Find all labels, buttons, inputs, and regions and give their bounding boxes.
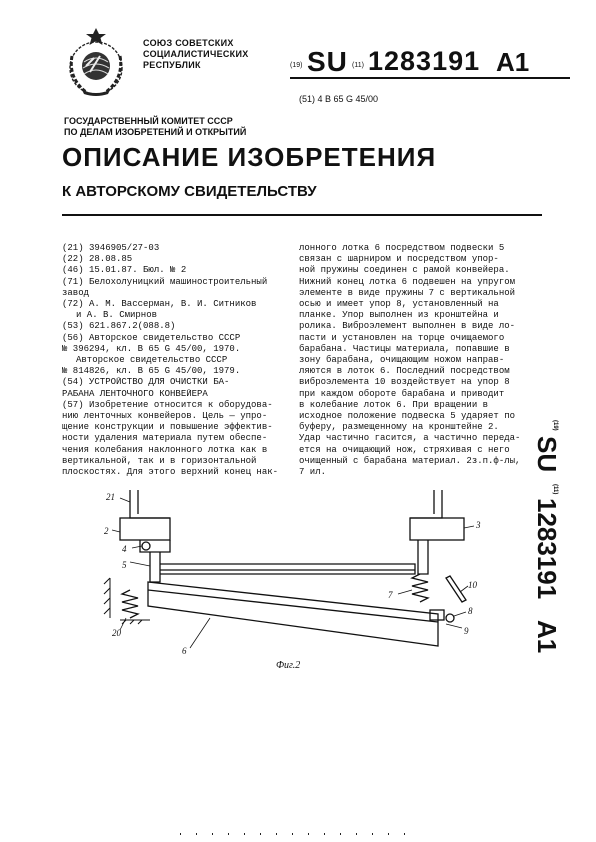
abstract-line: зону барабана, очищающим ножом направ-: [299, 355, 505, 366]
committee-name: [64, 116, 246, 138]
abstract-line: вертикальной, так и в горизонтальной: [62, 455, 257, 466]
abstract-line: чения колебания наклонного лотка как в: [62, 444, 268, 455]
biblio-line: (54) УСТРОЙСТВО ДЛЯ ОЧИСТКИ БА-: [62, 377, 230, 388]
biblio-line: Авторское свидетельство СССР: [76, 355, 228, 366]
abstract-line: ролика. Виброэлемент выполнен в виде ло-: [299, 321, 516, 332]
abstract-line: 7 ил.: [299, 467, 327, 478]
abstract-column: [299, 243, 527, 478]
figure-label-8: 8: [468, 606, 473, 616]
biblio-line: РАБАНА ЛЕНТОЧНОГО КОНВЕЙЕРА: [62, 388, 208, 399]
figure-caption: Фиг.2: [276, 660, 301, 671]
figure-label-3: 3: [476, 520, 481, 530]
biblio-line: (71) Белохолуницкий машиностроительный: [62, 276, 268, 287]
biblio-line: (72) А. М. Вассерман, В. И. Ситников: [62, 299, 257, 310]
figure-label-6: 6: [182, 646, 187, 656]
abstract-line: щение конструкции и повышение эффектив-: [62, 422, 273, 433]
abstract-line: барабана. Частицы материала, попавшие в: [299, 343, 510, 354]
abstract-line: буферу, размещенному на кронштейне 2.: [299, 422, 499, 433]
abstract-line: Нижний конец лотка 6 подвешен на упругом: [299, 276, 516, 287]
patent-number-block: [290, 46, 580, 78]
abstract-line: связан с шарниром и посредством упор-: [299, 254, 499, 265]
abstract-line: ной пружины соединен с рамой конвейера.: [299, 265, 510, 276]
document-kind: A1: [496, 47, 530, 77]
abstract-line: нию ленточных конвейеров. Цель — упро-: [62, 411, 268, 422]
biblio-line: (56) Авторское свидетельство СССР: [62, 332, 241, 343]
ipc-class: (51) 4 В 65 G 45/00: [299, 94, 379, 104]
committee-line: ГОСУДАРСТВЕННЫЙ КОМИТЕТ СССР: [64, 116, 233, 126]
abstract-line: плоскостях. Для этого верхний конец нак-: [62, 467, 278, 478]
biblio-line: (22) 28.08.85: [62, 254, 133, 265]
figure-label-10: 10: [468, 580, 477, 590]
abstract-line: очищенный с барабана материал. 2з.п.ф-лы,: [299, 455, 521, 466]
abstract-line: осью и имеет упор 8, установленный на: [299, 299, 499, 310]
side-inid-11: (11): [552, 484, 558, 495]
figure-label-9: 9: [464, 626, 469, 636]
side-country-code: SU: [532, 436, 562, 473]
abstract-line: ности удаления материала путем обеспе-: [62, 433, 268, 444]
biblio-line: завод: [62, 287, 90, 298]
figure-label-4: 4: [122, 544, 127, 554]
side-patent-number-text: 1283191: [532, 498, 562, 600]
inid-11: (11): [352, 62, 364, 69]
scan-artifact-dashes: [180, 833, 420, 835]
figure-label-20: 20: [112, 628, 121, 638]
technical-drawing: [90, 478, 490, 678]
abstract-line: элементе в виде пружины 7 с вертикальной: [299, 287, 516, 298]
org-line: СОЮЗ СОВЕТСКИХ: [143, 38, 234, 48]
country-code: SU: [307, 46, 348, 77]
biblio-line: № 814826, кл. В 65 G 45/00, 1979.: [62, 366, 241, 377]
side-inid-19: (19): [552, 420, 558, 431]
abstract-line: ляются в лоток 6. Последний посредством: [299, 366, 510, 377]
biblio-line: (46) 15.01.87. Бюл. № 2: [62, 265, 187, 276]
underline-rule: [290, 77, 570, 79]
bibliographic-column: [62, 243, 278, 478]
abstract-line: в колебание лоток 6. При вращении в: [299, 399, 489, 410]
abstract-line: при каждом обороте барабана и приводит: [299, 388, 505, 399]
figure-label-2: 2: [104, 526, 109, 536]
abstract-line: виброэлемента 10 воздействует на упор 8: [299, 377, 510, 388]
abstract-line: (57) Изобретение относится к оборудова-: [62, 399, 273, 410]
abstract-line: ется на очищающий нож, стряхивая с него: [299, 444, 510, 455]
patent-number: 1283191: [368, 46, 481, 76]
title-rule: [62, 214, 542, 216]
state-emblem: [64, 26, 128, 98]
biblio-line: (53) 621.867.2(088.8): [62, 321, 176, 332]
abstract-line: Удар частично гасится, а частично переда-: [299, 433, 521, 444]
document-title: ОПИСАНИЕ ИЗОБРЕТЕНИЯ: [62, 142, 437, 172]
abstract-line: лонного лотка 6 посредством подвески 5: [299, 243, 505, 253]
abstract-line: исходное положение подвеска 5 ударяет по: [299, 411, 516, 422]
org-line: СОЦИАЛИСТИЧЕСКИХ: [143, 49, 249, 59]
document-subtitle: К АВТОРСКОМУ СВИДЕТЕЛЬСТВУ: [62, 183, 317, 200]
committee-line: ПО ДЕЛАМ ИЗОБРЕТЕНИЙ И ОТКРЫТИЙ: [64, 127, 247, 137]
biblio-line: № 396294, кл. В 65 G 45/00, 1970.: [62, 343, 241, 354]
abstract-line: планке. Упор выполнен из кронштейна и: [299, 310, 499, 321]
side-document-kind: A1: [532, 620, 562, 654]
figure-label-21: 21: [106, 492, 115, 502]
biblio-line: (21) 3946905/27-03: [62, 243, 160, 253]
org-name: [143, 38, 249, 71]
inid-19: (19): [290, 62, 303, 69]
biblio-line: и А. В. Смирнов: [76, 310, 158, 321]
side-patent-number: [534, 420, 562, 720]
figure-label-7: 7: [388, 590, 393, 600]
figure-label-5: 5: [122, 560, 127, 570]
abstract-line: пасти и установлен на торце очищаемого: [299, 332, 505, 343]
org-line: РЕСПУБЛИК: [143, 60, 201, 70]
